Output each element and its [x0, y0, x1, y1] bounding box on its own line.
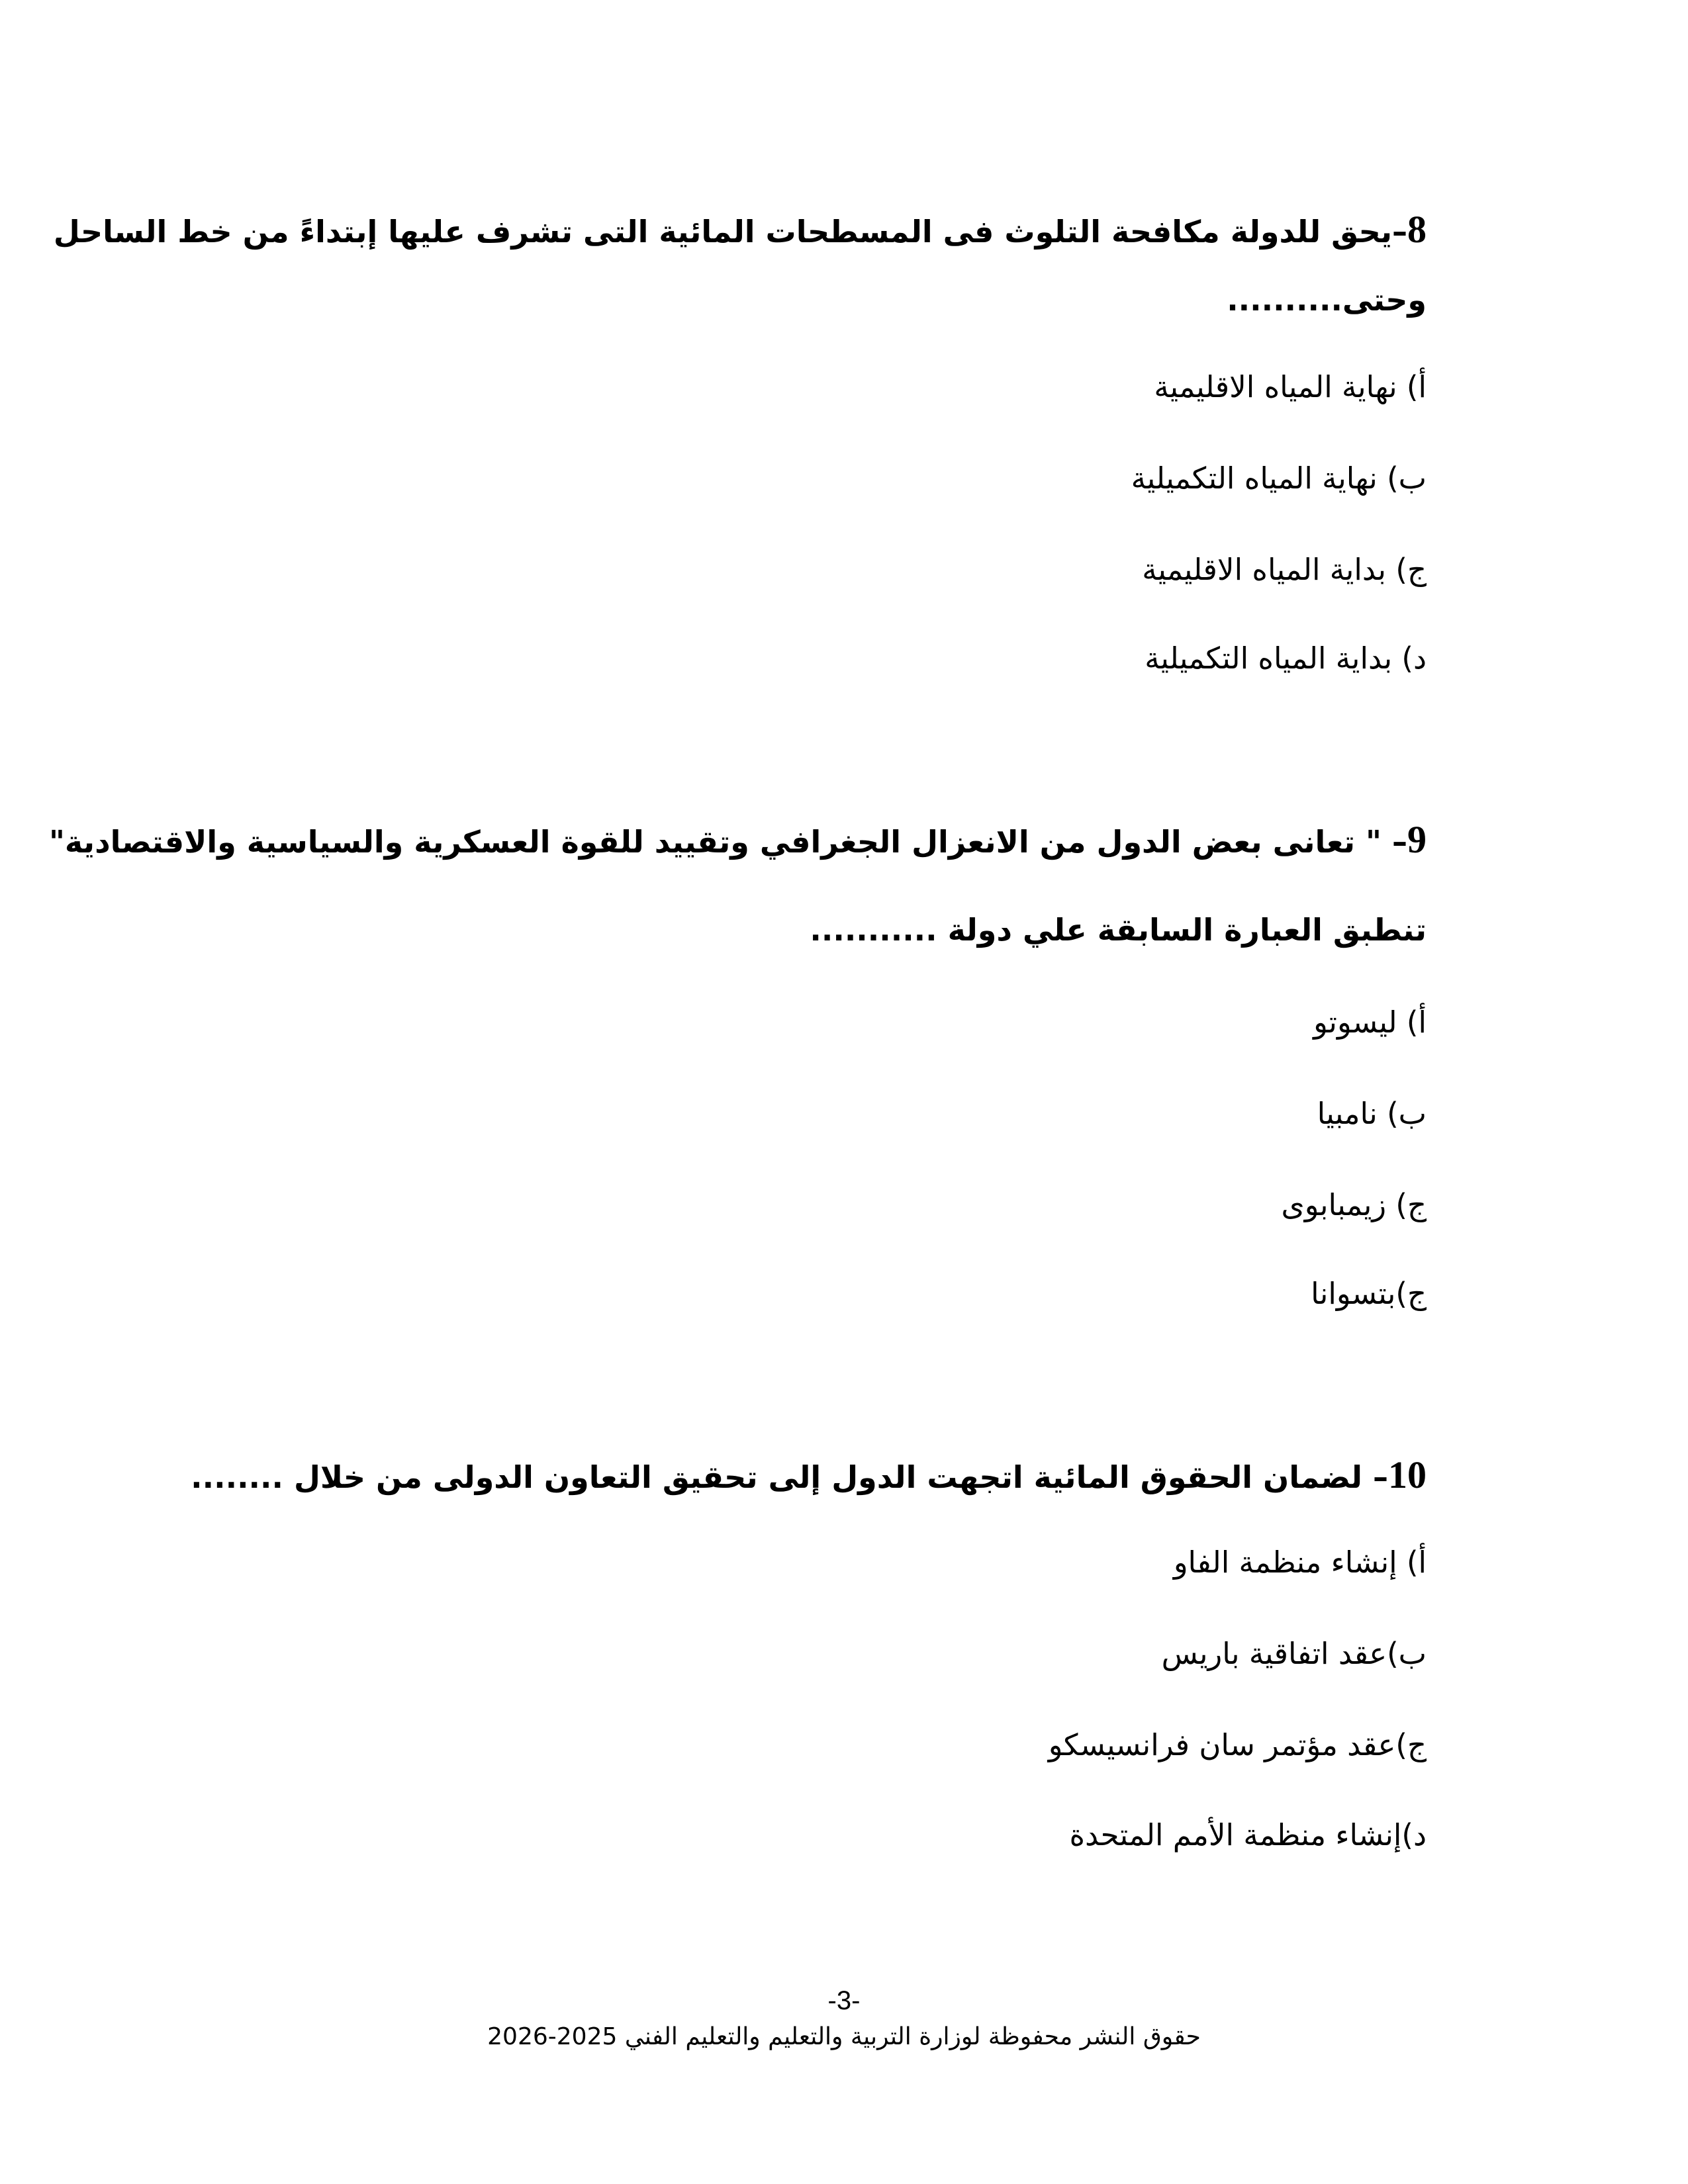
page-number: -3- — [827, 1986, 861, 2015]
question-9-stem-line-1 — [48, 818, 1427, 861]
question-9-stem-line-2 — [810, 912, 1427, 948]
question-9-number: 9 — [1407, 818, 1427, 861]
question-8-option-b: ب) نهاية المياه التكميلية — [1131, 461, 1427, 496]
question-10-stem-text-1: – لضمان الحقوق المائية اتجهت الدول إلى تحقيق التعاون الدولى من خلال ........ — [191, 1459, 1388, 1495]
question-10-option-b: ب)عقد اتفاقية باريس — [1161, 1636, 1427, 1671]
copyright-notice: حقوق النشر محفوظة لوزارة التربية والتعليم والتعليم الفني 2025-2026 — [487, 2023, 1201, 2050]
question-8-option-a: أ) نهاية المياه الاقليمية — [1154, 369, 1427, 404]
question-8-stem-line-1 — [54, 210, 1427, 249]
question-8-option-d: د) بداية المياه التكميلية — [1145, 641, 1427, 676]
question-10-option-d: د)إنشاء منظمة الأمم المتحدة — [1069, 1817, 1427, 1852]
question-8-number: 8 — [1407, 208, 1427, 251]
question-8-stem-text-1: –يحق للدولة مكافحة التلوث فى المسطحات المائية التى تشرف عليها إبتداءً من خط الساحل — [53, 214, 1407, 250]
question-8-stem-text-2: وحتى.......... — [1227, 282, 1427, 318]
question-10-number: 10 — [1388, 1453, 1427, 1496]
question-9-stem-text-1: – " تعانى بعض الدول من الانعزال الجغرافي وتقييد للقوة العسكرية والسياسية والاقتصادية" — [48, 824, 1407, 860]
question-9-stem-text-2: تنطبق العبارة السابقة علي دولة ........... — [810, 912, 1427, 948]
question-9-option-b: ب) نامبيا — [1317, 1096, 1427, 1131]
question-9-option-c: ج) زيمبابوى — [1281, 1187, 1427, 1222]
question-8-stem-line-2 — [1227, 282, 1427, 318]
question-10-stem-line-1 — [191, 1453, 1427, 1496]
question-9-option-a: أ) ليسوتو — [1313, 1005, 1427, 1040]
question-8-option-c: ج) بداية المياه الاقليمية — [1142, 552, 1427, 587]
question-10-option-a: أ) إنشاء منظمة الفاو — [1173, 1545, 1427, 1580]
question-9-option-d: ج)بتسوانا — [1311, 1276, 1427, 1311]
question-10-option-c: ج)عقد مؤتمر سان فرانسيسكو — [1048, 1727, 1427, 1762]
